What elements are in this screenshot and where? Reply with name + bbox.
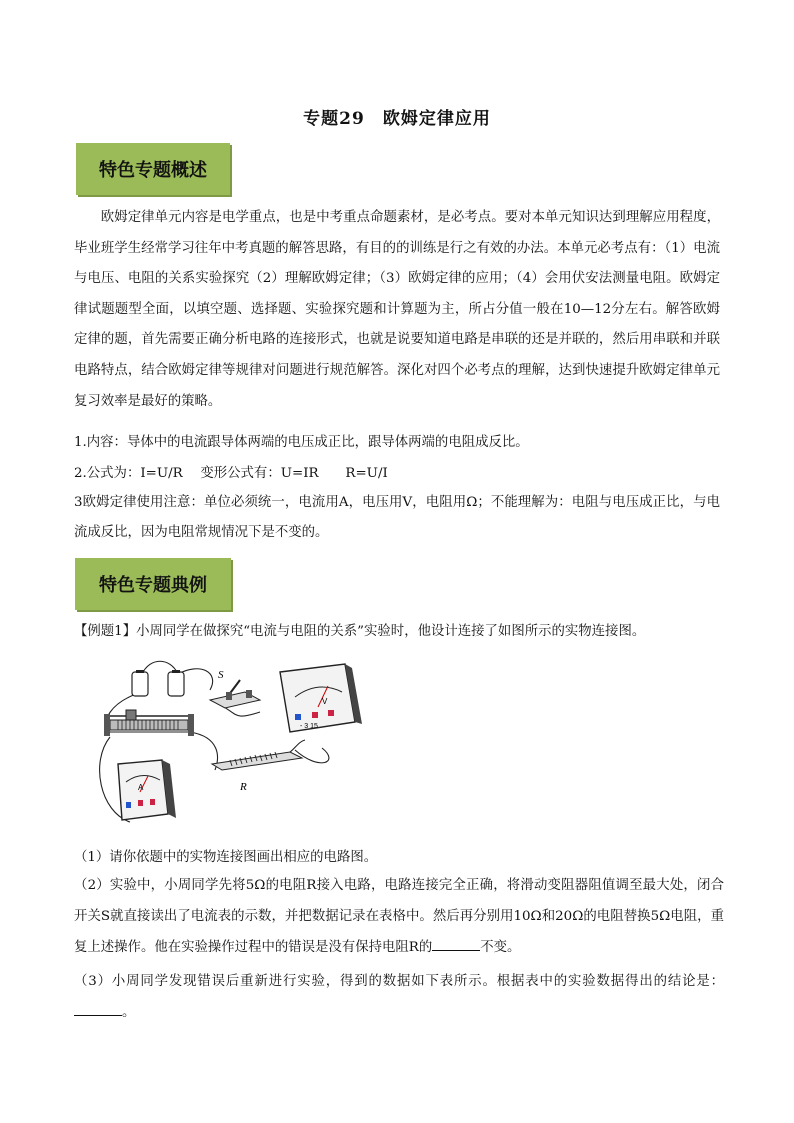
ammeter-icon bbox=[118, 760, 176, 820]
section-header-examples: 特色专题典例 bbox=[75, 558, 231, 610]
section-header-overview: 特色专题概述 bbox=[76, 143, 230, 195]
circuit-figure bbox=[90, 652, 370, 832]
question-3-end: 。 bbox=[122, 1005, 136, 1020]
question-3 bbox=[74, 966, 724, 1028]
question-2-end: 不变。 bbox=[480, 940, 521, 955]
question-1: （1）请你依题中的实物连接图画出相应的电路图。 bbox=[74, 850, 378, 865]
answer-blank-2[interactable] bbox=[432, 938, 480, 951]
example1-intro: 【例题1】小周同学在做探究“电流与电阻的关系”实验时，他设计连接了如图所示的实物连接图。 bbox=[74, 624, 646, 639]
point-formula: 2.公式为：I=U/R 变形公式有：U=IR R=U/I bbox=[74, 466, 388, 481]
voltmeter-symbol: V bbox=[322, 697, 328, 706]
page-title: 专题29 欧姆定律应用 bbox=[303, 109, 491, 129]
voltmeter-terminals: - 3 15 bbox=[300, 723, 318, 730]
battery-icon bbox=[132, 670, 184, 696]
question-3-text: （3）小周同学发现错误后重新进行实验，得到的数据如下表所示。根据表中的实验数据得出的结论是： bbox=[74, 974, 724, 989]
switch-icon bbox=[210, 680, 260, 708]
point-note: 3欧姆定律使用注意：单位必须统一，电流用A，电压用V，电阻用Ω；不能理解为：电阻与电压成正比，与电流成反比，因为电阻常规情况下是不变的。 bbox=[74, 495, 720, 540]
ammeter-symbol: A bbox=[138, 783, 144, 792]
answer-blank-3[interactable] bbox=[74, 1003, 122, 1016]
intro-paragraph: 欧姆定律单元内容是电学重点，也是中考重点命题素材，是必考点。要对本单元知识达到理解应用程度，毕业班学生经常学习往年中考真题的解答思路，有目的的训练是行之有效的办法。本单元必考点有：（1）电流与电压、电阻的关系实验探究（2）理解欧姆定律；（3）欧姆定律的应用；（4）会用伏安法测量电阻。欧姆定律试题题型全面，以填空题、选择题、实验探究题和计算题为主，所占分值一般在10—12分左右。解答欧姆定律的题，首先需要正确分析电路的连接形式，也就是说要知道电路是串联的还是并联的，然后用串联和并联电路特点，结合欧姆定律等规律对问题进行规范解答。深化对四个必考点的理解，达到快速提升欧姆定律单元复习效率是最好的策略。 bbox=[74, 210, 720, 409]
resistor-label: R bbox=[240, 781, 247, 793]
resistor-icon bbox=[212, 752, 302, 770]
question-2 bbox=[74, 870, 724, 963]
question-2-text: （2）实验中，小周同学先将5Ω的电阻R接入电路，电路连接完全正确，将滑动变阻器阻值调至最大处，闭合开关S就直接读出了电流表的示数，并把数据记录在表格中。然后再分别用10Ω和20Ω的电阻替换5Ω电阻，重复上述操作。他在实验操作过程中的错误是没有保持电阻R的 bbox=[74, 878, 724, 955]
point-content: 1.内容：导体中的电流跟导体两端的电压成正比，跟导体两端的电阻成反比。 bbox=[74, 435, 529, 450]
voltmeter-icon bbox=[280, 664, 362, 732]
switch-label: S bbox=[218, 669, 224, 681]
